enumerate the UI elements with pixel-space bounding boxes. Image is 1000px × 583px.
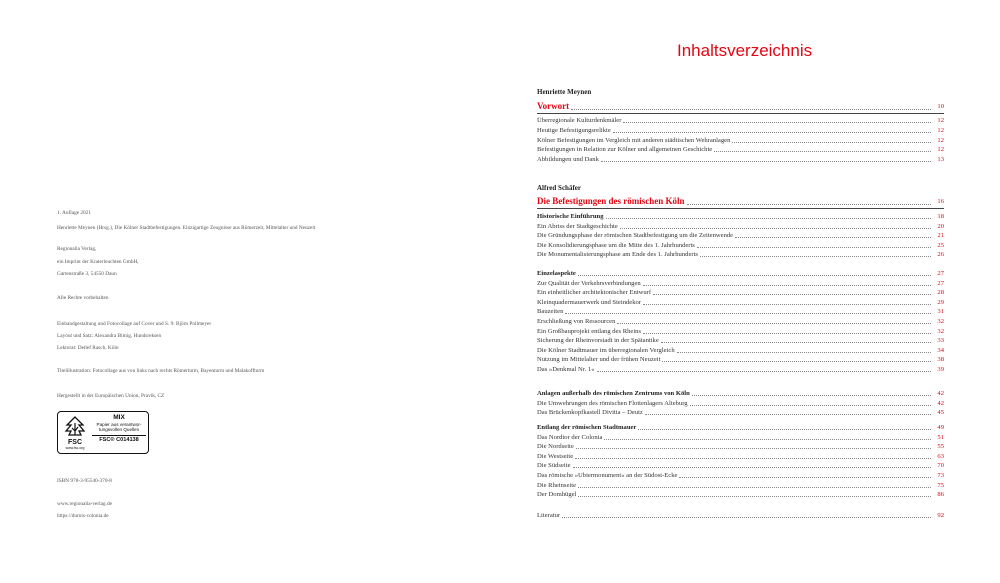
toc-entry[interactable] <box>537 356 944 364</box>
toc-entry-label: Ein Abriss der Stadtgeschichte <box>537 222 618 230</box>
dot-leader <box>643 333 931 334</box>
toc-entry-label: Die Nordseite <box>537 443 574 451</box>
toc-section-label: Anlagen außerhalb des römischen Zentrums von Köln <box>537 390 690 397</box>
toc-entry-page: 70 <box>937 462 944 470</box>
dot-leader <box>606 218 932 219</box>
dot-leader <box>645 414 931 415</box>
toc-section-label: Entlang der römischen Stadtmauer <box>537 424 637 431</box>
dot-leader <box>653 294 931 295</box>
toc-entry-label: Überregionale Kulturdenkmäler <box>537 117 622 124</box>
toc-entry-label: Erschließung von Ressourcen <box>537 318 616 325</box>
section-divider <box>537 113 944 114</box>
page-title: Inhaltsverzeichnis <box>677 41 813 60</box>
toc-entry[interactable] <box>537 146 944 154</box>
dot-leader <box>597 371 931 372</box>
toc-entry[interactable] <box>537 223 944 231</box>
toc-entry-page: 20 <box>937 222 944 230</box>
toc-entry-page: 92 <box>937 512 944 519</box>
toc-entry-label: Kleinquadermauerwerk und Steindekor <box>537 298 641 306</box>
toc-entry-page: 45 <box>937 409 944 417</box>
fsc-label: FSC <box>68 439 82 446</box>
toc-entry[interactable] <box>537 472 944 480</box>
toc-entry-label: Das Brückenkopfkastell Divitia – Deutz <box>537 409 643 417</box>
toc-entry[interactable] <box>537 453 944 461</box>
imprint-rights: Alle Rechte vorbehalten <box>57 295 109 301</box>
toc-entry-label: Die Konsolidierungsphase um die Mitte des 1. Jahrhunderts <box>537 241 695 249</box>
toc-entry-page: 55 <box>937 443 944 451</box>
toc-entry[interactable] <box>537 462 944 470</box>
imprint-url2[interactable]: https://durnis-colonia.de <box>57 513 109 519</box>
toc-section[interactable] <box>537 424 944 432</box>
toc-entry[interactable] <box>537 400 944 408</box>
dot-leader <box>565 313 931 314</box>
toc-entry-label: Der Domhügel <box>537 491 577 499</box>
imprint-credit: Layout und Satz: Alexandra Bimig, Hundsreksen <box>57 333 162 339</box>
fsc-site: www.fsc.org <box>65 446 85 450</box>
dot-leader <box>690 405 931 406</box>
dot-leader <box>604 439 931 440</box>
toc-section-page: 49 <box>937 424 944 431</box>
toc-entry-label: Die Gründungsphase der römischen Stadtbefestigung um die Zeitenwende <box>537 232 734 240</box>
toc-entry[interactable] <box>537 117 944 125</box>
dot-leader <box>700 256 931 257</box>
toc-entry[interactable] <box>537 443 944 451</box>
fsc-mix: MIX <box>113 414 125 421</box>
toc-entry-label: Die Kölner Stadtmauer im überregionalen Vergleich <box>537 346 675 354</box>
dot-leader <box>662 361 931 362</box>
toc-entry[interactable] <box>537 409 944 417</box>
toc-entry-label: Abbildungen und Dank <box>537 156 599 164</box>
dot-leader <box>643 304 931 305</box>
toc-entry-page: 75 <box>937 481 944 489</box>
toc-entry-page: 51 <box>937 433 944 441</box>
imprint-edition: 1. Auflage 2021 <box>57 210 91 216</box>
toc-entry[interactable] <box>537 127 944 135</box>
dot-leader <box>578 487 931 488</box>
imprint-publisher: Regionalia Verlag, <box>57 246 97 252</box>
dot-leader <box>578 496 931 497</box>
toc-entry[interactable] <box>537 337 944 345</box>
imprint-printed: Hergestellt in der Europäischen Union, Pravik, CZ <box>57 393 165 399</box>
toc-entry-page: 31 <box>937 308 944 316</box>
fsc-logo <box>57 411 149 454</box>
toc-entry-page: 29 <box>937 298 944 306</box>
dot-leader <box>613 132 931 133</box>
toc-entry[interactable] <box>537 512 944 520</box>
dot-leader <box>735 237 931 238</box>
toc-section-page: 42 <box>937 390 944 397</box>
toc-entry-label: Ein Großbauprojekt entlang des Rheins <box>537 327 642 335</box>
imprint-publisher-line2: ein Imprint der Kraterleuchten GmbH, <box>57 259 139 265</box>
dot-leader <box>714 151 931 152</box>
toc-entry-label: Die Westseite <box>537 452 574 460</box>
toc-entry-label: Sicherung der Rheinvorstadt in der Spätantike <box>537 337 659 345</box>
toc-entry-page: 12 <box>937 126 944 134</box>
imprint-isbn: ISBN 978-3-95540-370-8 <box>57 478 112 484</box>
toc-entry-label: Das römische »Ubiermonument« an der Südost-Ecke <box>537 472 678 479</box>
dot-leader <box>573 467 931 468</box>
imprint-illustration: Titelillustration: Fotocollage aus von links nach rechts Römerturm, Bayenturm und Malakoffturm <box>57 368 265 374</box>
toc-entry[interactable] <box>537 299 944 307</box>
toc-entry-label: Zur Qualität der Verkehrsverbindungen <box>537 279 641 287</box>
toc-section[interactable] <box>537 213 944 221</box>
toc-entry-label: Nutzung im Mittelalter und der frühen Neuzeit <box>537 356 661 364</box>
toc-entry[interactable] <box>537 156 944 164</box>
dot-leader <box>643 285 931 286</box>
toc-entry-page: 32 <box>937 318 944 325</box>
dot-leader <box>732 142 931 143</box>
toc-entry-label: Ein einheitlicher architektonischer Entwurf <box>537 289 652 297</box>
toc-entry-page: 21 <box>937 232 944 240</box>
toc-entry-page: 63 <box>937 452 944 460</box>
section-divider <box>537 208 944 209</box>
toc-entry[interactable] <box>537 434 944 442</box>
dot-leader <box>677 352 931 353</box>
toc-entry-page: 39 <box>937 366 944 373</box>
toc-entry[interactable] <box>537 242 944 250</box>
fsc-text2: tungsvollen Quellen <box>98 427 140 433</box>
toc-entry-page: 32 <box>937 327 944 335</box>
toc-entry-page: 34 <box>937 346 944 354</box>
toc-entry-page: 27 <box>937 279 944 287</box>
toc-entry[interactable] <box>537 318 944 326</box>
author-name: Henriette Meynen <box>537 88 592 96</box>
dot-leader <box>697 247 931 248</box>
toc-entry-label: Das Nordtor der Colonia <box>537 433 603 441</box>
toc-section[interactable] <box>537 390 944 398</box>
toc-entry[interactable] <box>537 328 944 336</box>
dot-leader <box>601 161 931 162</box>
dot-leader <box>692 395 931 396</box>
dot-leader <box>623 122 931 123</box>
toc-section[interactable] <box>537 270 944 278</box>
toc-section-page: 27 <box>937 270 944 277</box>
toc-chapter[interactable] <box>537 101 944 112</box>
dot-leader <box>638 429 931 430</box>
toc-entry-label: Literatur <box>537 512 561 519</box>
toc-entry-label: Die Südseite <box>537 462 571 470</box>
toc-entry-page: 28 <box>937 289 944 297</box>
imprint-credit: Lektorat: Detlef Rasch, Köln <box>57 345 119 351</box>
toc-section-page: 18 <box>937 213 944 220</box>
fsc-tree-icon <box>63 415 87 451</box>
imprint-citation: Henriette Meynen (Hrsg.), Die Kölner Stadtbefestigungen. Einzigartige Zeugnisse aus Römerzeit, Mittelalter und Neuzeit <box>57 225 316 231</box>
toc-chapter-label: Die Befestigungen des römischen Köln <box>537 196 685 206</box>
toc-entry-label: Heutige Befestigungsrelikte <box>537 126 611 134</box>
toc-entry[interactable] <box>537 251 944 259</box>
dot-leader <box>617 323 931 324</box>
toc-entry[interactable] <box>537 280 944 288</box>
toc-entry-page: 13 <box>937 156 944 164</box>
toc-entry-label: Die Rheinseite <box>537 481 577 489</box>
imprint-url1[interactable]: www.regionalia-verlag.de <box>57 501 112 507</box>
toc-entry[interactable] <box>537 308 944 316</box>
fsc-text1: Papier aus verantwor- <box>96 422 142 427</box>
toc-chapter-page: 10 <box>937 103 944 110</box>
toc-entry-label: Das »Denkmal Nr. 1« <box>537 366 595 373</box>
dot-leader <box>661 342 931 343</box>
toc-entry[interactable] <box>537 366 944 374</box>
author-name: Alfred Schäfer <box>537 184 581 192</box>
toc-entry-label: Bauzeiten <box>537 308 564 316</box>
dot-leader <box>571 109 931 110</box>
dot-leader <box>576 448 931 449</box>
fsc-code: FSC® C014138 <box>92 435 146 443</box>
toc-chapter[interactable] <box>537 196 944 207</box>
toc-entry-page: 86 <box>937 491 944 499</box>
toc-entry[interactable] <box>537 289 944 297</box>
toc-entry-page: 42 <box>937 399 944 407</box>
toc-chapter-page: 16 <box>937 198 944 205</box>
toc-entry-label: Kölner Befestigungen im Vergleich mit anderen städtischen Wehranlagen <box>537 136 731 144</box>
toc-section-label: Historische Einführung <box>537 213 604 220</box>
toc-chapter-label: Vorwort <box>537 101 570 111</box>
dot-leader <box>575 458 931 459</box>
toc-entry-page: 12 <box>937 146 944 154</box>
toc-entry-label: Die Monumentalisierungsphase am Ende des 1. Jahrhunderts <box>537 251 698 259</box>
dot-leader <box>620 228 931 229</box>
toc-entry-page: 25 <box>937 241 944 249</box>
toc-entry-page: 73 <box>937 472 944 479</box>
dot-leader <box>578 275 931 276</box>
dot-leader <box>679 477 931 478</box>
imprint-credit: Einbandgestaltung und Fotocollage auf Cover und S. 9: Björn Pollmeyer <box>57 321 212 327</box>
toc-entry[interactable] <box>537 232 944 240</box>
dot-leader <box>687 204 932 205</box>
toc-entry[interactable] <box>537 482 944 490</box>
toc-entry-label: Die Umwehrungen des römischen Flottenlagers Alteburg <box>537 399 688 407</box>
toc-entry-page: 38 <box>937 356 944 364</box>
toc-entry-label: Befestigungen in Relation zur Kölner und allgemeinen Geschichte <box>537 146 713 154</box>
toc-entry-page: 26 <box>937 251 944 259</box>
toc-entry-page: 12 <box>937 117 944 124</box>
imprint-address: Gartenstraße 3, 54550 Daun <box>57 271 117 277</box>
toc-entry[interactable] <box>537 347 944 355</box>
dot-leader <box>562 517 931 518</box>
toc-entry[interactable] <box>537 491 944 499</box>
toc-entry-page: 33 <box>937 337 944 345</box>
toc-entry-page: 12 <box>937 136 944 144</box>
toc-entry[interactable] <box>537 137 944 145</box>
toc-section-label: Einzelaspekte <box>537 270 576 277</box>
